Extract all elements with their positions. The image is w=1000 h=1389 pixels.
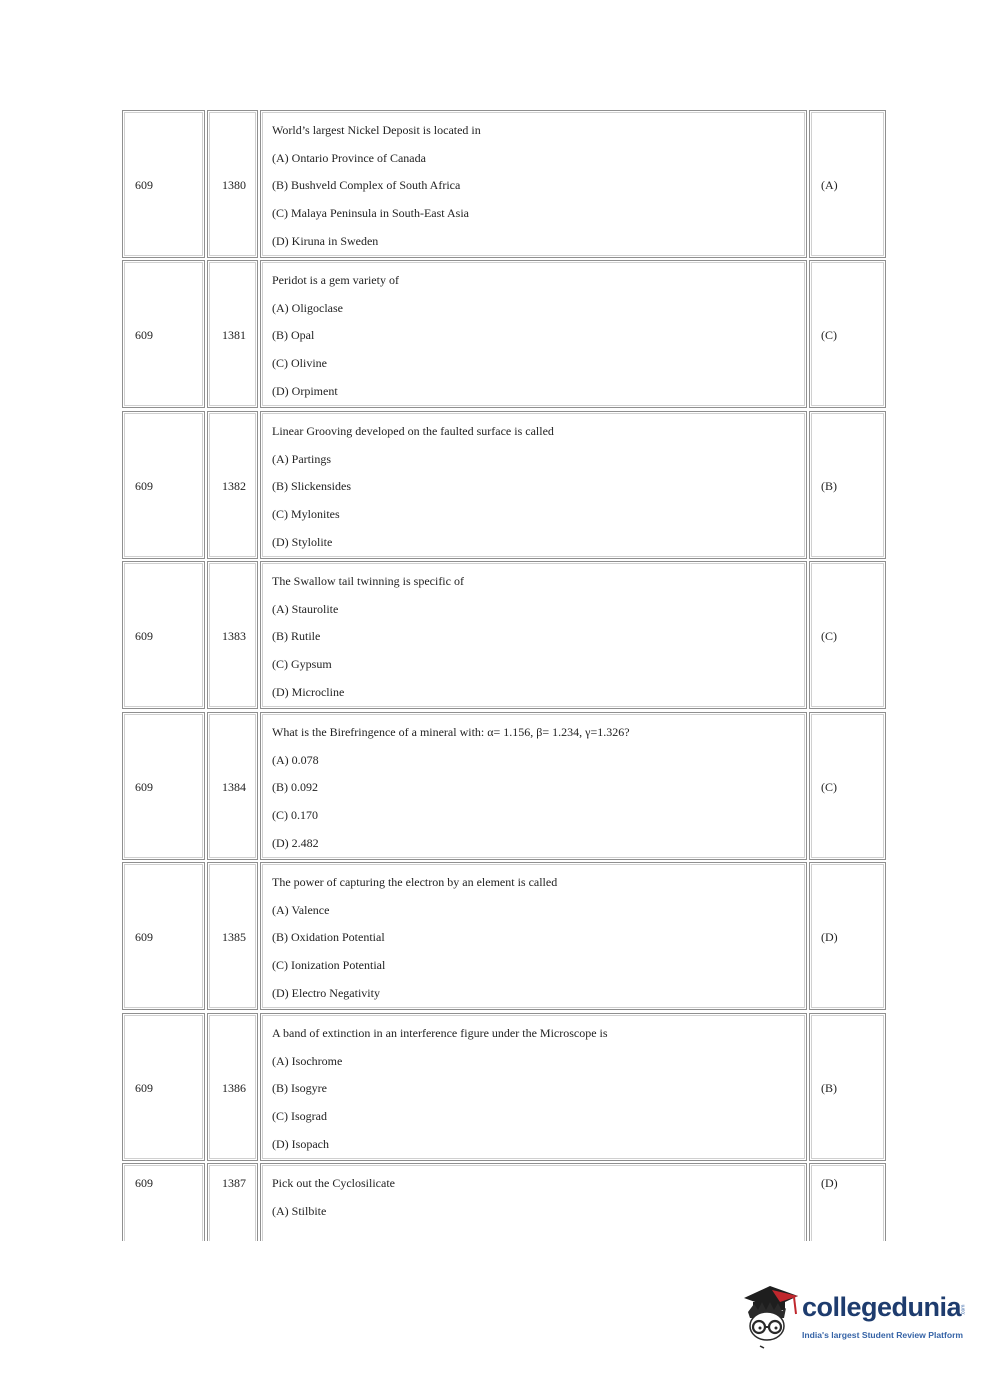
option-a: (A) Partings <box>272 451 331 466</box>
option-a: (A) Isochrome <box>272 1053 343 1068</box>
paper-code: 609 <box>135 1176 153 1190</box>
question-number-cell <box>207 260 258 408</box>
option-b: (B) Isogyre <box>272 1081 327 1096</box>
question-text: The power of capturing the electron by an element is called <box>272 875 558 889</box>
answer-cell <box>809 712 886 860</box>
logo-wordmark: collegedunia <box>802 1292 962 1322</box>
answer: (D) <box>821 1176 838 1190</box>
option-a: (A) Staurolite <box>272 601 339 616</box>
question-text: Linear Grooving developed on the faulted surface is called <box>272 424 554 438</box>
question-number-cell <box>207 712 258 860</box>
paper-code-cell <box>122 411 205 559</box>
question-number: 1387 <box>222 1176 246 1190</box>
question-number: 1381 <box>222 328 246 342</box>
question-cell <box>260 1013 807 1161</box>
option-c: (C) 0.170 <box>272 808 318 823</box>
answer: (B) <box>821 1081 837 1095</box>
table-row <box>122 1163 886 1241</box>
answer-cell <box>809 561 886 709</box>
option-c: (C) Mylonites <box>272 507 340 522</box>
question-number-cell <box>207 561 258 709</box>
question-cell <box>260 712 807 860</box>
option-c: (C) Olivine <box>272 356 327 371</box>
answer-cell <box>809 411 886 559</box>
option-b: (B) 0.092 <box>272 780 318 795</box>
paper-code-cell <box>122 1163 205 1241</box>
option-d: (D) Stylolite <box>272 534 333 549</box>
question-cell <box>260 110 807 258</box>
question-text: A band of extinction in an interference figure under the Microscope is <box>272 1026 608 1040</box>
option-d: (D) Orpiment <box>272 383 338 398</box>
answer-cell <box>809 1013 886 1161</box>
table-row <box>122 110 886 260</box>
option-c: (C) Malaya Peninsula in South-East Asia <box>272 206 469 221</box>
answer: (C) <box>821 328 837 342</box>
option-c: (C) Isograd <box>272 1109 327 1124</box>
option-d: (D) Isopach <box>272 1136 329 1151</box>
question-cell <box>260 1163 807 1241</box>
question-number: 1386 <box>222 1081 246 1095</box>
table-row <box>122 862 886 1012</box>
option-b: (B) Bushveld Complex of South Africa <box>272 178 461 193</box>
paper-code: 609 <box>135 328 153 342</box>
paper-code-cell <box>122 260 205 408</box>
option-c: (C) Ionization Potential <box>272 958 386 973</box>
table-row <box>122 561 886 711</box>
table-row <box>122 1013 886 1163</box>
question-number: 1385 <box>222 930 246 944</box>
option-a: (A) 0.078 <box>272 752 319 767</box>
paper-code-cell <box>122 862 205 1010</box>
paper-code: 609 <box>135 479 153 493</box>
option-d: (D) Microcline <box>272 684 345 699</box>
answer: (C) <box>821 629 837 643</box>
option-b: (B) Oxidation Potential <box>272 930 385 945</box>
question-text: Pick out the Cyclosilicate <box>272 1176 395 1190</box>
question-number-cell <box>207 1163 258 1241</box>
table-row <box>122 260 886 410</box>
logo-tagline: India's largest Student Review Platform <box>802 1330 964 1340</box>
question-number: 1384 <box>222 780 246 794</box>
mascot-icon <box>740 1282 802 1352</box>
paper-code: 609 <box>135 930 153 944</box>
answer: (A) <box>821 178 838 192</box>
answer-cell <box>809 862 886 1010</box>
paper-code: 609 <box>135 178 153 192</box>
collegedunia-logo <box>740 1282 970 1352</box>
option-a: (A) Ontario Province of Canada <box>272 150 426 165</box>
option-d: (D) Electro Negativity <box>272 985 380 1000</box>
paper-code-cell <box>122 712 205 860</box>
answer: (D) <box>821 930 838 944</box>
paper-code-cell <box>122 1013 205 1161</box>
option-b: (B) Rutile <box>272 629 321 644</box>
paper-code: 609 <box>135 780 153 794</box>
answer-cell <box>809 260 886 408</box>
question-number-cell <box>207 411 258 559</box>
option-d: (D) 2.482 <box>272 835 319 850</box>
option-d: (D) Kiruna in Sweden <box>272 233 379 248</box>
option-b: (B) Slickensides <box>272 479 351 494</box>
question-cell <box>260 862 807 1010</box>
option-a: (A) Valence <box>272 902 330 917</box>
question-text: The Swallow tail twinning is specific of <box>272 574 464 588</box>
logo-suffix: .com <box>960 1304 967 1316</box>
question-number-cell <box>207 862 258 1010</box>
paper-code-cell <box>122 561 205 709</box>
answer-cell <box>809 1163 886 1241</box>
answer-cell <box>809 110 886 258</box>
question-number-cell <box>207 1013 258 1161</box>
paper-code-cell <box>122 110 205 258</box>
question-table <box>122 110 886 1241</box>
table-row <box>122 712 886 862</box>
paper-code: 609 <box>135 1081 153 1095</box>
option-a: (A) Stilbite <box>272 1203 327 1218</box>
question-number-cell <box>207 110 258 258</box>
option-c: (C) Gypsum <box>272 657 332 672</box>
question-text: World’s largest Nickel Deposit is located in <box>272 123 481 137</box>
question-cell <box>260 411 807 559</box>
question-number: 1380 <box>222 178 246 192</box>
question-cell <box>260 260 807 408</box>
question-text: What is the Birefringence of a mineral with: α= 1.156, β= 1.234, γ=1.326? <box>272 725 630 739</box>
question-text: Peridot is a gem variety of <box>272 273 399 287</box>
question-cell <box>260 561 807 709</box>
option-a: (A) Oligoclase <box>272 300 343 315</box>
paper-code: 609 <box>135 629 153 643</box>
answer: (B) <box>821 479 837 493</box>
answer: (C) <box>821 780 837 794</box>
table-row <box>122 411 886 561</box>
question-number: 1383 <box>222 629 246 643</box>
question-number: 1382 <box>222 479 246 493</box>
option-b: (B) Opal <box>272 328 315 343</box>
